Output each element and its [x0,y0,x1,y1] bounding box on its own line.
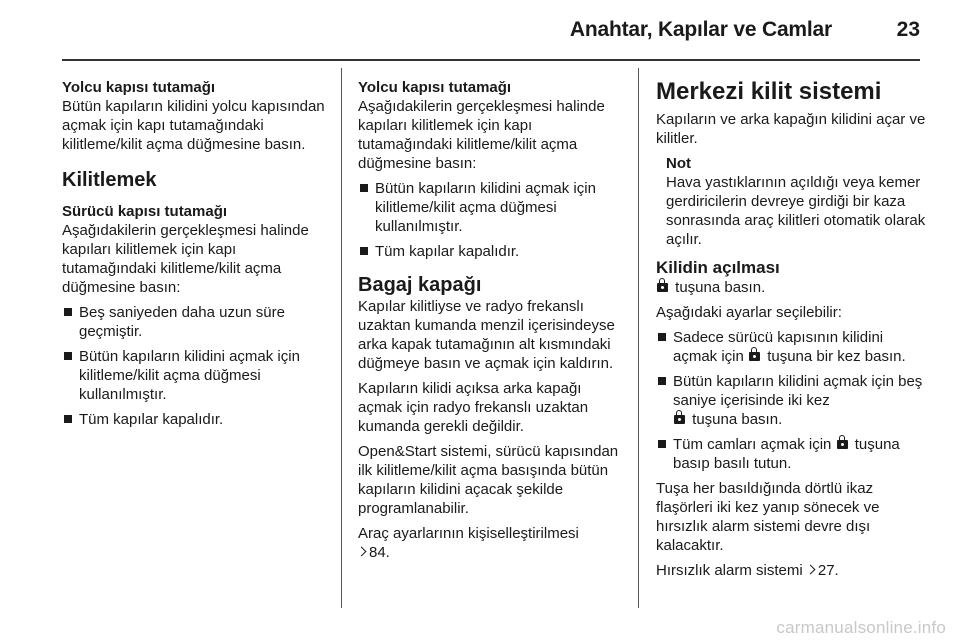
press-text: tuşuna basın. [675,279,766,296]
page-header [0,0,960,62]
settings-intro: Aşağıdaki ayarlar seçilebilir: [656,304,842,321]
list-item-text: Sadece sürücü kapısının kilidini açmak için [673,329,884,365]
passenger-conditions-list [358,179,628,261]
header-divider [62,59,920,61]
list-item-text: tuşuna bir kez basın. [767,348,906,365]
note-text: Hava yastıklarının açıldığı veya kemer gerdiricilerin devreye girdiği bir kaza sonrasında araç kilitleri otomatik olarak açılır. [666,174,926,248]
page-reference-link[interactable]: 84. [369,544,390,561]
unlock-key-icon [837,440,848,449]
hazard-flash-text: Tuşa her basıldığında dörtlü ikaz flaşörleri iki kez yanıp sönecek ve hırsızlık alarm sistemi devre dışı kalacaktır. [656,480,880,554]
column-divider-1 [341,68,342,608]
unlock-key-icon [657,283,668,292]
column-divider-2 [638,68,639,608]
note-title: Not [666,155,691,172]
page-reference-icon [357,547,367,557]
trunk-para-4 [358,524,628,562]
passenger-handle-text: Bütün kapıların kilidini yolcu kapısından açmak için kapı tutamağındaki kilitleme/kilit açma düğmesine basın. [62,98,325,153]
list-item-text: Tüm camları açmak için [673,436,832,453]
column-2 [358,78,628,568]
page-reference-link[interactable]: 27. [817,562,839,579]
list-item [656,372,926,429]
list-item: Tüm kapılar kapalıdır. [358,242,628,261]
locking-conditions-list [62,303,332,429]
unlock-key-icon [749,352,760,361]
watermark: carmanualsonline.info [776,618,946,637]
central-locking-heading: Merkezi kilit sistemi [656,78,882,105]
passenger-handle-heading: Yolcu kapısı tutamağı [62,79,216,96]
list-item: Bütün kapıların kilidini açmak için kilitleme/kilit açma düğmesi kullanılmıştır. [62,347,332,404]
note-box [666,154,926,249]
list-item: Tüm kapılar kapalıdır. [62,410,332,429]
central-locking-intro: Kapıların ve arka kapağın kilidini açar ve kilitler. [656,111,926,147]
list-item: Bütün kapıların kilidini açmak için kilitleme/kilit açma düğmesi kullanılmıştır. [358,179,628,236]
personalization-text: Araç ayarlarının kişiselleştirilmesi [358,525,579,542]
list-item-text: Bütün kapıların kilidini açmak için beş saniye içerisinde iki kez [673,373,923,409]
list-item-text: tuşuna basıp basılı tutun. [673,436,900,472]
trunk-para-3: Open&Start sistemi, sürücü kapısından ilk kilitleme/kilit açma basışında bütün kapıların kilidini açacak şekilde programlanabilir. [358,443,619,517]
column-1 [62,78,332,435]
driver-handle-text: Aşağıdakilerin gerçekleşmesi halinde kapıları kilitlemek için kapı tutamağındaki kilitleme/kilit açma düğmesine basın: [62,222,309,296]
page-reference-icon [805,565,815,575]
trunk-heading: Bagaj kapağı [358,274,482,296]
list-item: Beş saniyeden daha uzun süre geçmiştir. [62,303,332,341]
chapter-title: Anahtar, Kapılar ve Camlar [569,18,832,41]
list-item [656,328,926,366]
unlocking-heading: Kilidin açılması [656,258,780,277]
driver-handle-heading: Sürücü kapısı tutamağı [62,203,228,220]
page-number: 23 [896,18,920,41]
trunk-para-1: Kapılar kilitliyse ve radyo frekanslı uzaktan kumanda menzil içerisindeyse arka kapak tutamağının alt kısmındaki düğmeye basın ve açmak için kaldırın. [358,298,615,372]
list-item-text: tuşuna basın. [692,411,783,428]
list-item [656,435,926,473]
passenger-handle-text: Aşağıdakilerin gerçekleşmesi halinde kapıları kilitlemek için kapı tutamağındaki kilitleme/kilit açma düğmesine basın: [358,98,605,172]
unlock-settings-list [656,328,926,473]
column-3 [656,78,926,586]
locking-heading: Kilitlemek [62,169,157,191]
press-instruction [656,278,926,297]
unlock-key-icon [674,415,685,424]
alarm-reference [656,561,926,580]
alarm-text: Hırsızlık alarm sistemi [656,562,803,579]
trunk-para-2: Kapıların kilidi açıksa arka kapağı açmak için radyo frekanslı uzaktan kumanda gerekli değildir. [358,380,589,435]
passenger-handle-heading: Yolcu kapısı tutamağı [358,79,512,96]
